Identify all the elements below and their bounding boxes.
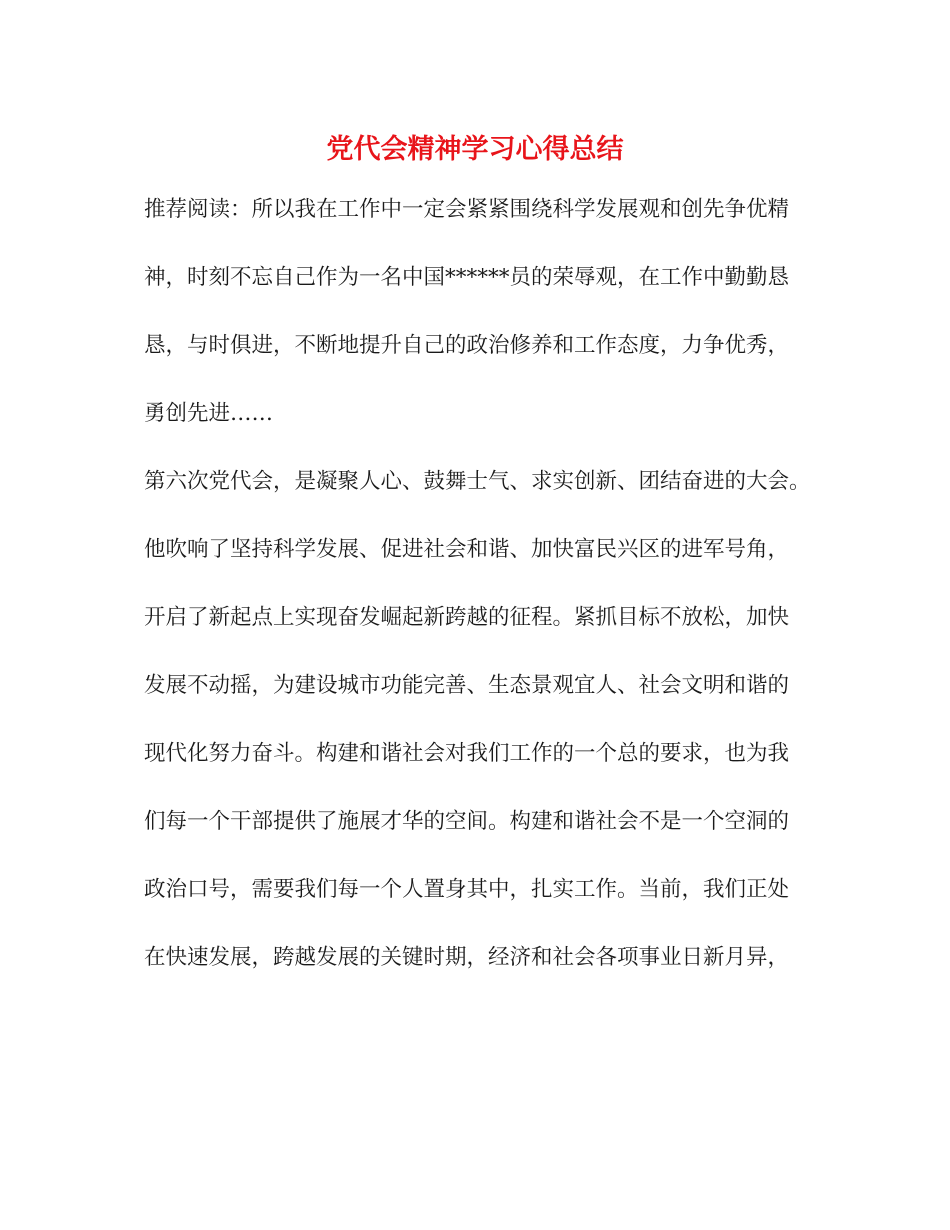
text-line: 们每一个干部提供了施展才华的空间。构建和谐社会不是一个空洞的 bbox=[144, 809, 790, 834]
text-line: 政治口号，需要我们每一个人置身其中，扎实工作。当前，我们正处 bbox=[144, 877, 790, 902]
text-line: 他吹响了坚持科学发展、促进社会和谐、加快富民兴区的进军号角， bbox=[144, 537, 790, 562]
text-line: 在快速发展，跨越发展的关键时期，经济和社会各项事业日新月异， bbox=[144, 945, 790, 970]
text-line: 现代化努力奋斗。构建和谐社会对我们工作的一个总的要求，也为我 bbox=[144, 741, 790, 766]
text-line: 推荐阅读：所以我在工作中一定会紧紧围绕科学发展观和创先争优精 bbox=[144, 197, 790, 222]
text-line: 神，时刻不忘自己作为一名中国******员的荣辱观，在工作中勤勤恳 bbox=[144, 265, 790, 290]
text-line: 勇创先进…… bbox=[144, 401, 274, 426]
text-line: 开启了新起点上实现奋发崛起新跨越的征程。紧抓目标不放松，加快 bbox=[144, 605, 790, 630]
document-title: 党代会精神学习心得总结 bbox=[326, 134, 624, 165]
text-line: 恳，与时俱进，不断地提升自己的政治修养和工作态度，力争优秀， bbox=[144, 333, 790, 358]
text-line: 第六次党代会，是凝聚人心、鼓舞士气、求实创新、团结奋进的大会。 bbox=[144, 469, 811, 494]
text-line: 发展不动摇，为建设城市功能完善、生态景观宜人、社会文明和谐的 bbox=[144, 673, 790, 698]
